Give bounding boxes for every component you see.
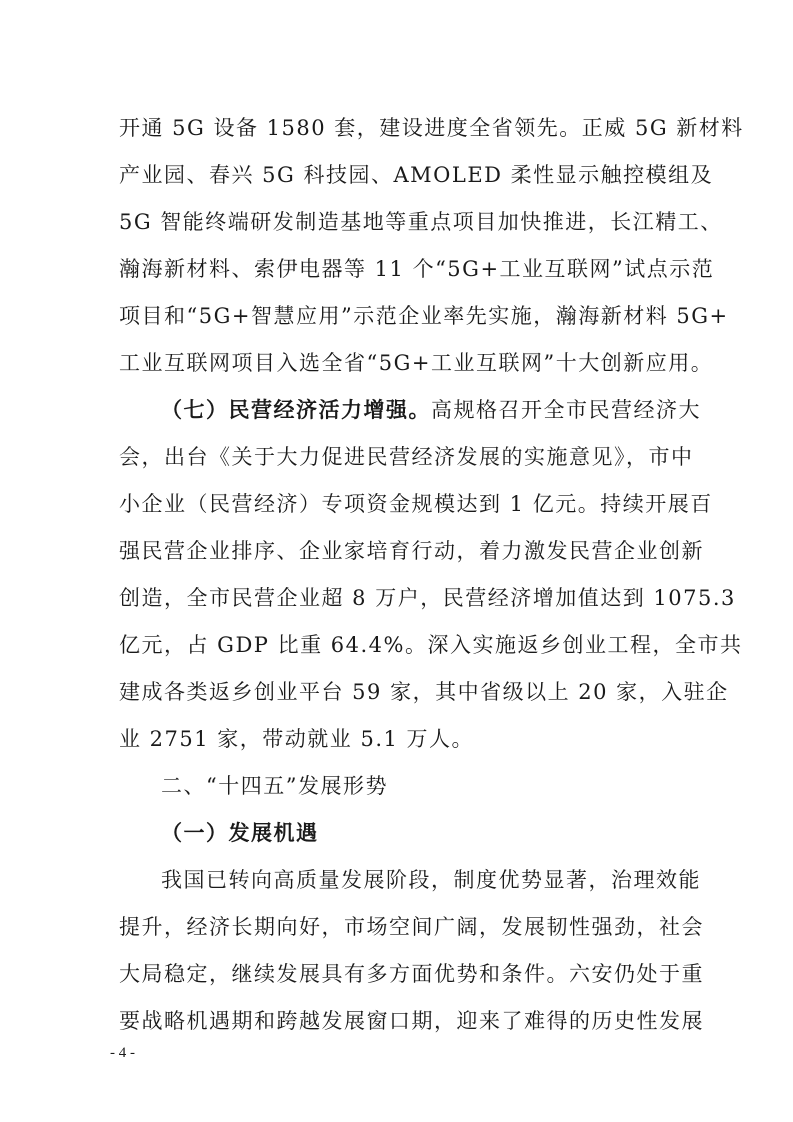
text-segment: 业 2751 家，带动就业 5.1 万人。: [119, 727, 475, 751]
section-heading: [161, 771, 679, 801]
text-segment: 要战略机遇期和跨越发展窗口期，迎来了难得的历史性发展: [119, 1009, 704, 1033]
text-segment: 大局稳定，继续发展具有多方面优势和条件。六安仍处于重: [119, 962, 704, 986]
text-segment: 亿元，占 GDP 比重 64.4%。深入实施返乡创业工程，全市共: [119, 633, 743, 657]
text-line: [119, 959, 704, 989]
text-segment: 项目和“5G+智慧应用”示范企业率先实施，瀚海新材料 5G+: [119, 304, 729, 328]
text-line: [119, 207, 723, 237]
text-segment: 提升，经济长期向好，市场空间广阔，发展韧性强劲，社会: [119, 915, 704, 939]
text-segment: 开通 5G 设备 1580 套，建设进度全省领先。正威 5G 新材料: [119, 116, 744, 140]
text-segment: 创造，全市民营企业超 8 万户，民营经济增加值达到 1075.3: [119, 586, 736, 610]
text-segment: 小企业（民营经济）专项资金规模达到 1 亿元。持续开展百: [119, 492, 713, 516]
text-segment: 强民营企业排序、企业家培育行动，着力激发民营企业创新: [119, 539, 704, 563]
text-line: [119, 301, 729, 331]
text-segment: 工业互联网项目入选全省“5G+工业互联网”十大创新应用。: [119, 351, 714, 375]
text-line: [119, 912, 704, 942]
text-line: [119, 348, 714, 378]
text-line: [119, 113, 744, 143]
text-line: [161, 395, 701, 425]
text-segment: 产业园、春兴 5G 科技园、AMOLED 柔性显示触控模组及: [119, 163, 714, 187]
text-segment: 瀚海新材料、索伊电器等 11 个“5G+工业互联网”试点示范: [119, 257, 715, 281]
text-line: [119, 254, 715, 284]
bold-heading-segment: （一）发展机遇: [161, 820, 319, 845]
text-segment: 5G 智能终端研发制造基地等重点项目加快推进，长江精工、: [119, 210, 723, 234]
text-line: [119, 489, 713, 519]
text-line: [161, 865, 701, 895]
text-segment: 会，出台《关于大力促进民营经济发展的实施意见》，市中: [119, 445, 694, 469]
page-number: - 4 -: [110, 1045, 135, 1061]
text-line: [119, 442, 694, 472]
text-segment: 二、“十四五”发展形势: [161, 774, 388, 798]
text-segment: 高规格召开全市民营经济大: [431, 398, 701, 422]
subsection-heading: [161, 818, 679, 848]
bold-heading-segment: （七）民营经济活力增强。: [161, 397, 431, 422]
text-line: [119, 583, 736, 613]
text-line: [119, 1006, 704, 1036]
text-line: [119, 677, 729, 707]
text-line: [119, 724, 679, 754]
text-line: [119, 630, 743, 660]
text-line: [119, 160, 714, 190]
text-segment: 我国已转向高质量发展阶段，制度优势显著，治理效能: [161, 868, 701, 892]
text-line: [119, 536, 704, 566]
text-segment: 建成各类返乡创业平台 59 家，其中省级以上 20 家，入驻企: [119, 680, 729, 704]
